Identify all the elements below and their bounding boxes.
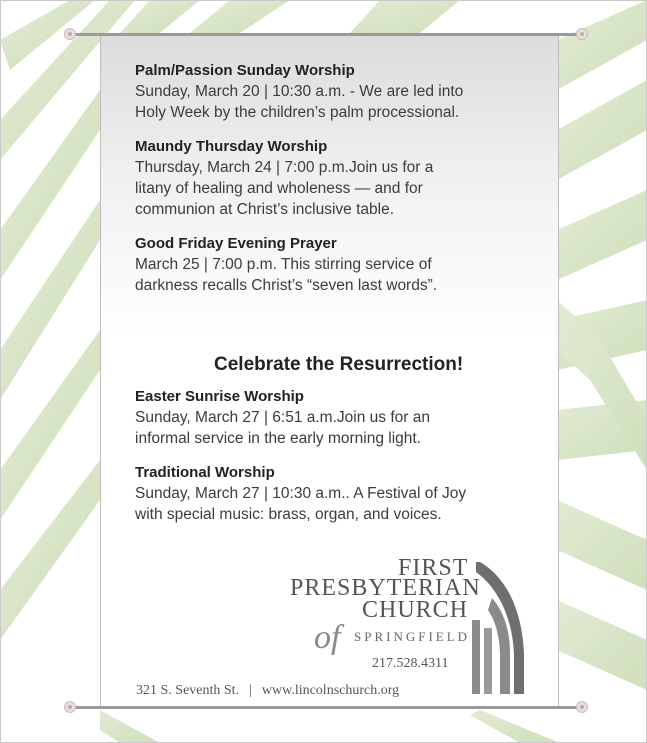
event-title: Easter Sunrise Worship bbox=[135, 388, 304, 405]
logo-presbyterian: PRESBYTERIAN bbox=[290, 575, 481, 601]
separator: | bbox=[249, 683, 252, 698]
logo-church: CHURCH bbox=[362, 597, 469, 623]
event-title: Palm/Passion Sunday Worship bbox=[135, 62, 355, 79]
celebrate-heading: Celebrate the Resurrection! bbox=[214, 354, 464, 375]
website-link[interactable]: www.lincolnschurch.org bbox=[261, 683, 400, 698]
event-detail-line: Sunday, March 20 | 10:30 a.m. - We are led into bbox=[135, 83, 464, 100]
event-detail-line: darkness recalls Christ’s “seven last words”. bbox=[135, 277, 438, 294]
event-detail-line: litany of healing and wholeness — and for bbox=[135, 180, 423, 197]
event-detail-line: communion at Christ’s inclusive table. bbox=[135, 201, 395, 218]
event-detail-line: Sunday, March 27 | 6:51 a.m.Join us for an bbox=[135, 409, 430, 426]
event-title: Good Friday Evening Prayer bbox=[135, 235, 337, 252]
event-detail-line: Thursday, March 24 | 7:00 p.m.Join us for a bbox=[135, 159, 434, 176]
event-detail-line: with special music: brass, organ, and voices. bbox=[135, 506, 442, 523]
logo-first: FIRST bbox=[398, 555, 469, 581]
street-address: 321 S. Seventh St. bbox=[136, 683, 240, 698]
logo-of: of bbox=[314, 619, 341, 656]
event-title: Traditional Worship bbox=[135, 464, 275, 481]
event-detail-line: informal service in the early morning light. bbox=[135, 430, 422, 447]
logo-springfield: SPRINGFIELD bbox=[354, 629, 471, 644]
event-detail-line: Sunday, March 27 | 10:30 a.m.. A Festival of Joy bbox=[135, 485, 467, 502]
event-detail-line: Holy Week by the children’s palm processional. bbox=[135, 104, 460, 121]
event-title: Maundy Thursday Worship bbox=[135, 138, 328, 155]
event-detail-line: March 25 | 7:00 p.m. This stirring service of bbox=[135, 256, 432, 273]
phone-number: 217.528.4311 bbox=[372, 656, 449, 671]
